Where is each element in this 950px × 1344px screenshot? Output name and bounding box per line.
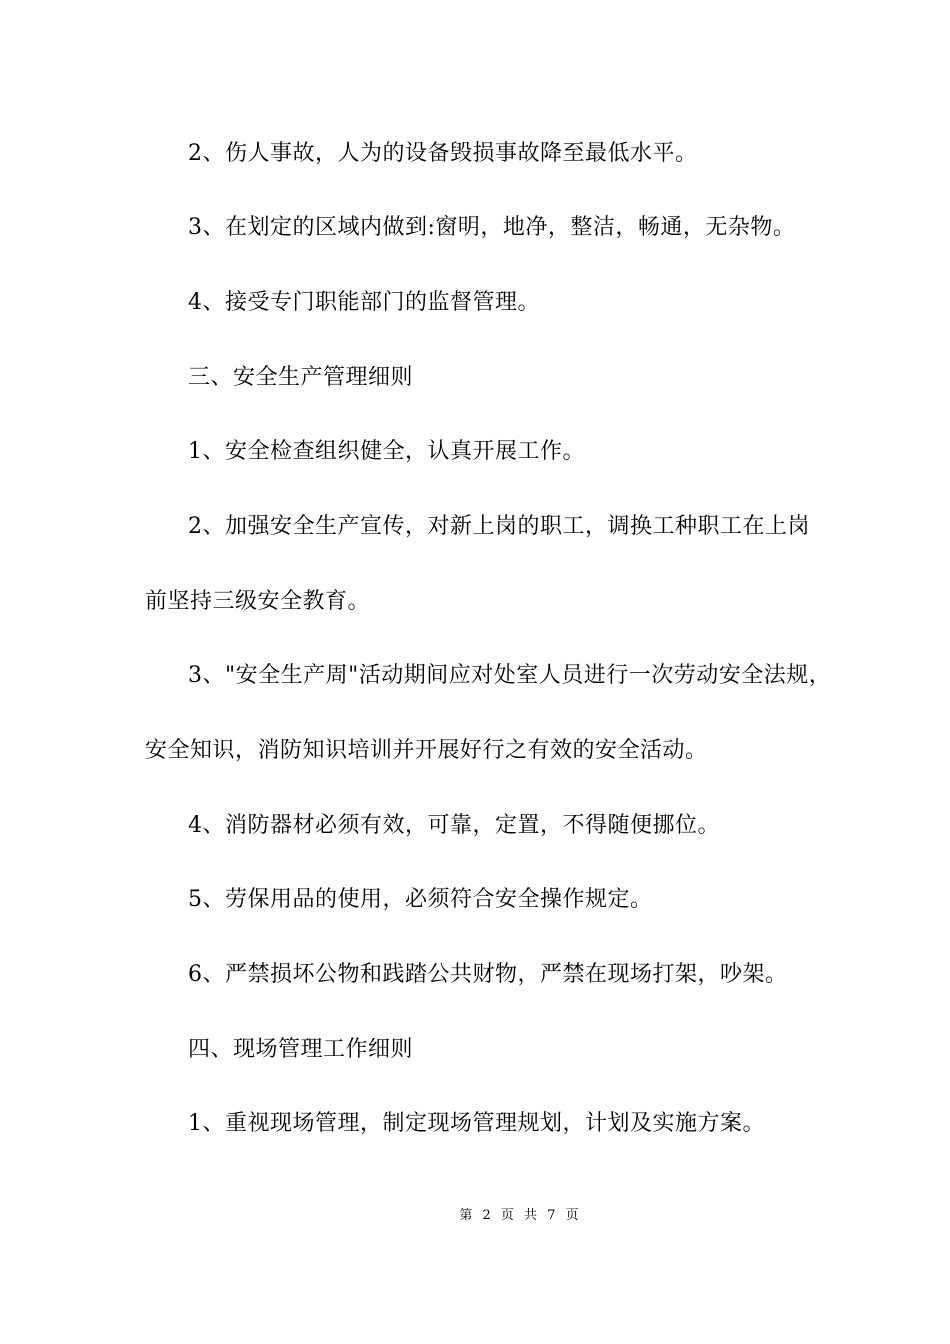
paragraph-line: 3、"安全生产周"活动期间应对处室人员进行一次劳动安全法规， — [188, 663, 832, 688]
paragraph-line: 5、劳保用品的使用，必须符合安全操作规定。 — [188, 887, 653, 912]
page-number-footer: 第 2 页 共 7 页 — [459, 1208, 579, 1223]
paragraph-line: 4、消防器材必须有效，可靠，定置，不得随便挪位。 — [188, 813, 720, 838]
paragraph-line: 4、接受专门职能部门的监督管理。 — [188, 290, 540, 315]
paragraph-line-continued: 前坚持三级安全教育。 — [145, 589, 371, 614]
paragraph-line: 1、重视现场管理，制定现场管理规划，计划及实施方案。 — [188, 1111, 765, 1136]
section-heading: 四、现场管理工作细则 — [188, 1037, 414, 1062]
paragraph-line: 2、加强安全生产宣传，对新上岗的职工，调换工种职工在上岗 — [188, 514, 810, 539]
paragraph-line: 6、严禁损坏公物和践踏公共财物，严禁在现场打架，吵架。 — [188, 962, 788, 987]
paragraph-line: 2、伤人事故，人为的设备毁损事故降至最低水平。 — [188, 141, 698, 166]
section-heading: 三、安全生产管理细则 — [188, 365, 414, 390]
paragraph-line: 3、在划定的区域内做到:窗明，地净，整洁，畅通，无杂物。 — [188, 215, 796, 240]
paragraph-line: 1、安全检查组织健全，认真开展工作。 — [188, 439, 585, 464]
paragraph-line-continued: 安全知识，消防知识培训并开展好行之有效的安全活动。 — [145, 738, 708, 763]
